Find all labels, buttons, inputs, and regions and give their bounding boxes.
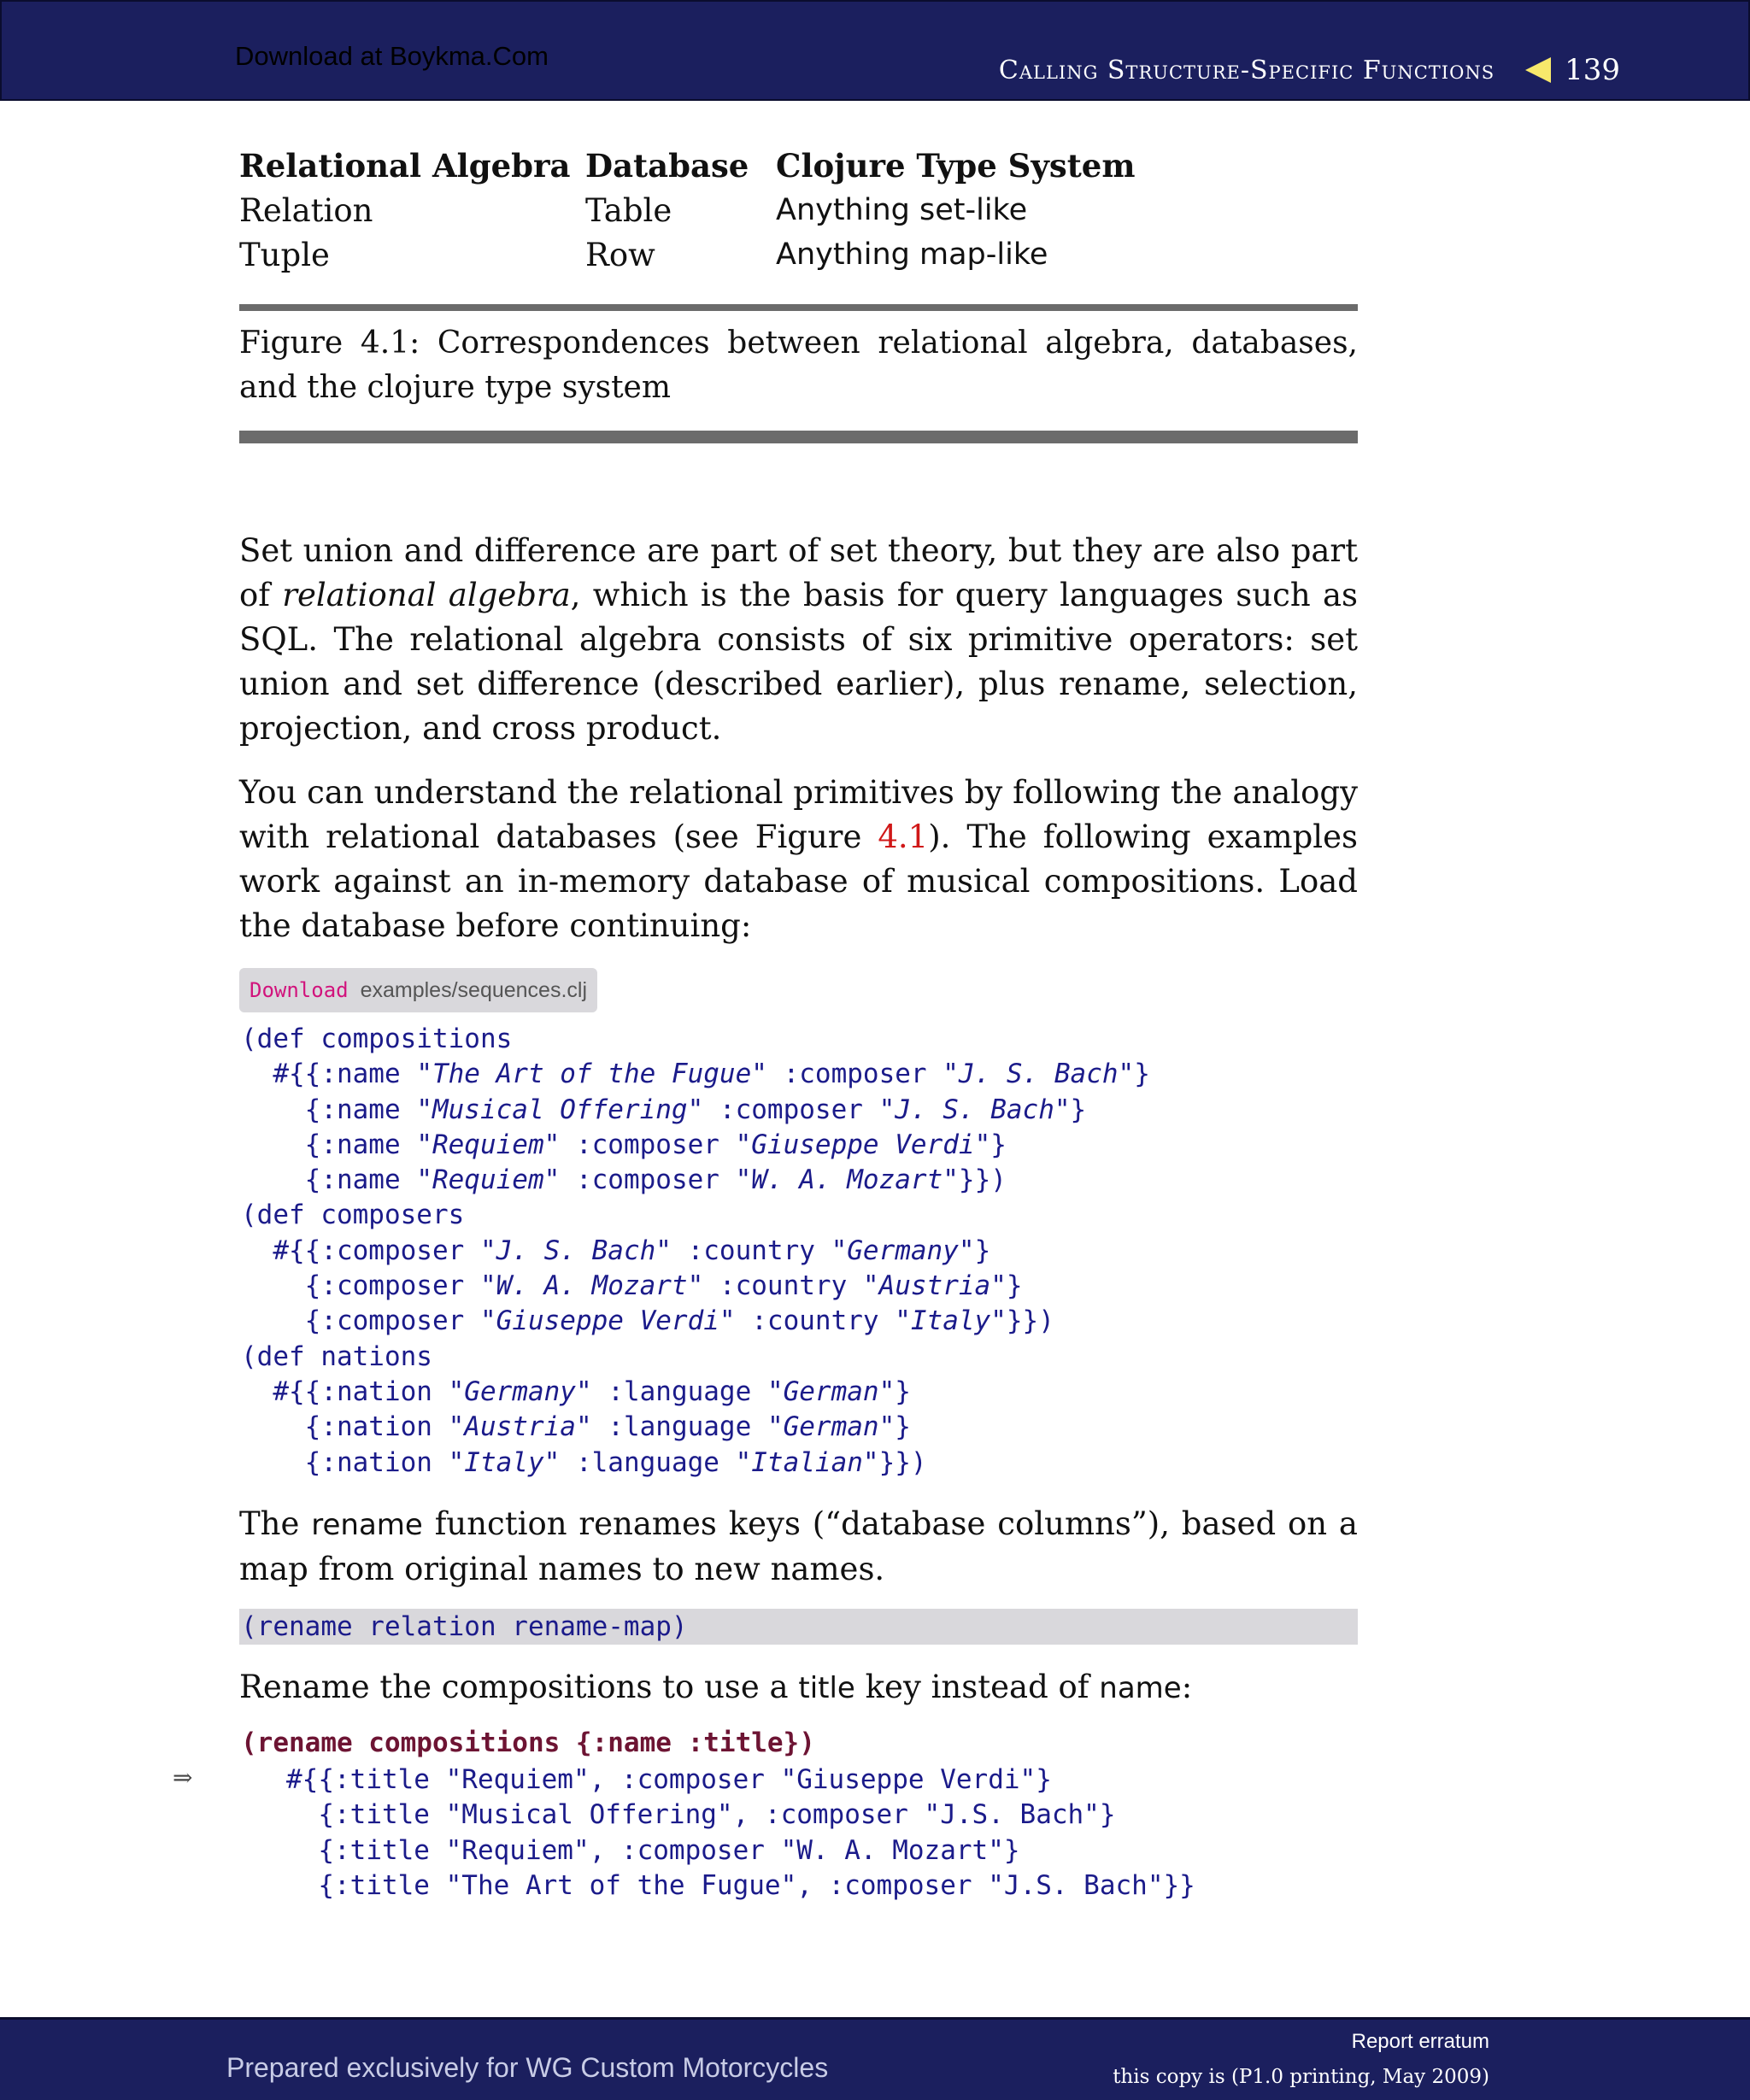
paragraph-rename (239, 1502, 1358, 1592)
back-triangle-icon[interactable] (1525, 57, 1551, 83)
code-line: {:composer "W. A. Mozart" :country "Austria"} (241, 1270, 1023, 1302)
correspondence-table (239, 144, 1135, 277)
code-line: {:name "Requiem" :composer "W. A. Mozart"}}) (241, 1164, 1007, 1196)
code-line: (def compositions (241, 1024, 513, 1054)
page-header (0, 0, 1750, 101)
download-path: examples/sequences.clj (360, 977, 588, 1002)
code-line: {:name "Musical Offering" :composer "J. S. Bach"} (241, 1094, 1087, 1125)
term-relational-algebra: relational algebra (282, 577, 571, 613)
name-key: name (1099, 1671, 1182, 1705)
table-cell: Anything set-like (776, 193, 1028, 227)
running-title: Calling Structure-Specific Functions (998, 55, 1495, 85)
table-header-cell: Clojure Type System (776, 147, 1136, 185)
table-cell: Table (585, 191, 672, 229)
text-span: function renames keys (“database columns”), based on a map from original names to new names. (239, 1505, 1358, 1587)
code-line: {:title "Musical Offering", :composer "J.S. Bach"} (286, 1799, 1116, 1831)
result-arrow-icon: ⇒ (173, 1763, 193, 1792)
code-line: #{{:name "The Art of the Fugue" :composer "J. S. Bach"} (241, 1059, 1150, 1090)
code-line: (def nations (241, 1340, 432, 1372)
report-erratum-link[interactable]: Report erratum (1351, 2030, 1489, 2053)
table-cell: Relation (239, 191, 373, 229)
title-key: title (798, 1671, 855, 1705)
code-line: #{{:nation "Germany" :language "German"} (241, 1376, 911, 1407)
repl-input: (rename compositions {:name :title}) (241, 1728, 815, 1758)
table-cell: Tuple (239, 236, 330, 273)
code-line: {:title "Requiem", :composer "W. A. Mozart"} (286, 1834, 1020, 1866)
code-line: #{{:title "Requiem", :composer "Giuseppe Verdi"} (286, 1764, 1052, 1795)
text-span: You can understand the relational primitives by following the analogy with relational databases (see Figure (239, 774, 1358, 855)
download-label: Download (250, 978, 349, 1002)
table-cell: Row (585, 236, 655, 273)
table-cell: Anything map-like (776, 238, 1048, 272)
code-line: {:title "The Art of the Fugue", :composer "J.S. Bach"}} (286, 1869, 1195, 1901)
table-row (239, 232, 1135, 277)
figure-link[interactable]: 4.1 (878, 818, 929, 855)
download-link[interactable] (239, 968, 597, 1012)
text-span: : (1181, 1669, 1193, 1705)
text-span: The (239, 1505, 312, 1542)
code-line: {:composer "Giuseppe Verdi" :country "Italy"}}) (241, 1305, 1054, 1337)
code-line: (def composers (241, 1200, 465, 1231)
code-line: {:nation "Italy" :language "Italian"}}) (241, 1446, 927, 1478)
code-line: #{{:composer "J. S. Bach" :country "Germany"} (241, 1235, 991, 1266)
copy-info: this copy is (P1.0 printing, May 2009) (1113, 2066, 1489, 2088)
paragraph-analogy (239, 771, 1358, 948)
paragraph-set-theory (239, 529, 1358, 751)
rename-signature: (rename relation rename-map) (239, 1609, 1358, 1645)
code-listing (241, 1022, 1150, 1481)
text-span: Rename the compositions to use a (239, 1669, 799, 1705)
text-span: , which is the basis for query languages such as SQL. The relational algebra consists of six primitive operators: set union and set difference (described earlier), plus rename, selection, projection, and cross product. (239, 577, 1358, 747)
table-header-cell: Relational Algebra (239, 147, 571, 185)
running-head (999, 53, 1620, 87)
figure-top-rule (239, 304, 1358, 311)
page-number: 139 (1565, 53, 1620, 87)
figure-caption: Figure 4.1: Correspondences between relational algebra, databases, and the clojure type system (239, 326, 1358, 405)
table-header-cell: Database (585, 147, 749, 185)
table-header-row (239, 144, 1135, 188)
download-note: Download at Boykma.Com (235, 41, 549, 71)
repl-output (286, 1763, 1195, 1903)
prepared-for-note: Prepared exclusively for WG Custom Motorcycles (226, 2052, 829, 2083)
page-footer (0, 2017, 1750, 2100)
paragraph-rename-compositions (239, 1665, 1358, 1710)
code-line: {:name "Requiem" :composer "Giuseppe Verdi"} (241, 1129, 1007, 1160)
rename-fn-name: rename (311, 1508, 423, 1542)
text-span: ). The following examples work against an in-memory database of musical compositions. Load the database before continuing: (239, 818, 1358, 944)
text-span: Set union and difference are part of set theory, but they are also part of (239, 532, 1358, 613)
table-row (239, 188, 1135, 232)
figure-bottom-rule (239, 431, 1358, 443)
text-span: key instead of (854, 1669, 1100, 1705)
code-line: {:nation "Austria" :language "German"} (241, 1411, 911, 1443)
